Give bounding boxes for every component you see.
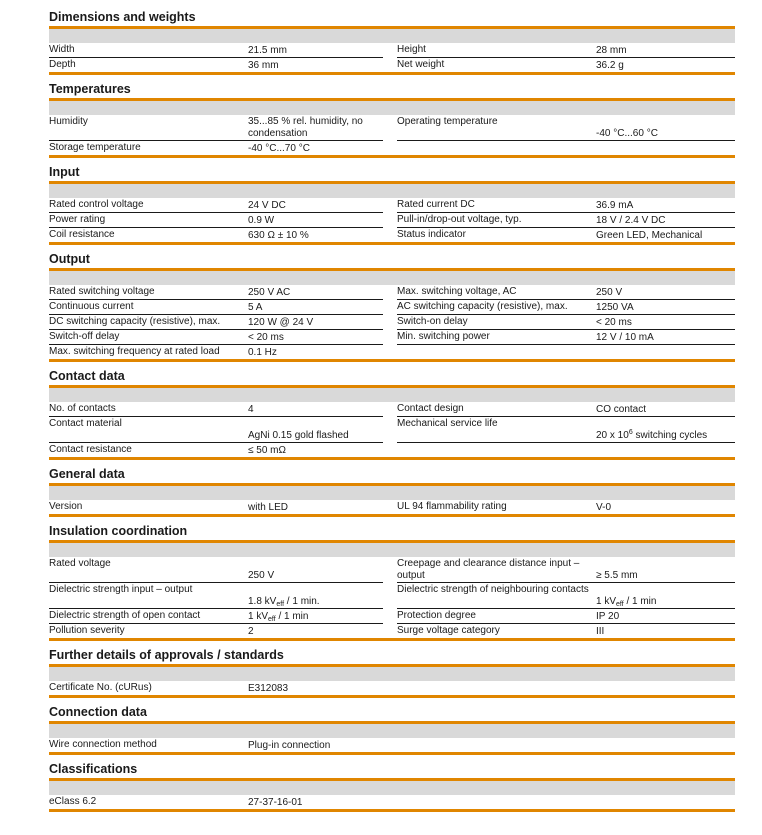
value-text: ≥ 5.5 mm: [596, 569, 638, 581]
spec-cell: [397, 198, 735, 213]
section-end-divider: [49, 359, 735, 362]
section-title: Temperatures: [49, 82, 131, 96]
value-text: 0.1 Hz: [248, 346, 277, 358]
value-text: E312083: [248, 682, 289, 694]
spec-row: [49, 500, 735, 514]
value-subscript: eff: [268, 615, 276, 623]
spec-value: [248, 429, 383, 443]
value-text: 24 V DC: [248, 199, 286, 211]
value-text: III: [596, 625, 605, 637]
value-text: -40 °C...70 °C: [248, 142, 310, 154]
spec-label: Operating temperature: [397, 116, 498, 127]
spec-row: [49, 141, 735, 155]
spec-cell: [49, 198, 383, 213]
spec-label: No. of contacts: [49, 403, 116, 414]
spec-cell: [397, 609, 735, 624]
value-text: V-0: [596, 501, 612, 513]
spec-value: [596, 127, 735, 141]
value-text: 20 x 10: [596, 429, 629, 441]
value-subscript: eff: [276, 600, 285, 608]
spec-section: [49, 704, 735, 755]
spec-cell: [397, 315, 735, 330]
spec-value: [248, 142, 383, 156]
spec-row: [49, 681, 735, 695]
section-header-band: [49, 271, 735, 285]
spec-label: Storage temperature: [49, 142, 141, 153]
spec-row: [49, 624, 735, 638]
section-end-divider: [49, 695, 735, 698]
section-header-band: [49, 101, 735, 115]
spec-label: Net weight: [397, 59, 445, 70]
spec-label: Certificate No. (cURus): [49, 682, 152, 693]
spec-value: [248, 501, 383, 515]
spec-value: [596, 569, 735, 583]
spec-section: [49, 761, 735, 812]
value-subscript: eff: [616, 600, 624, 608]
spec-value: [248, 739, 383, 753]
value-text: CO contact: [596, 403, 647, 415]
spec-value: [248, 682, 383, 696]
spec-value: [596, 316, 735, 330]
spec-cell: [397, 443, 735, 457]
spec-cell: [49, 285, 383, 300]
value-text: ≤ 50 mΩ: [248, 444, 286, 456]
spec-value: [248, 403, 383, 417]
spec-value: [248, 115, 383, 140]
spec-value: [596, 403, 735, 417]
spec-label: Power rating: [49, 214, 106, 225]
spec-cell: [49, 402, 383, 417]
spec-value: [248, 59, 383, 73]
spec-row: [49, 58, 735, 72]
spec-label: Height: [397, 44, 426, 55]
spec-cell: [397, 795, 735, 809]
spec-label: Switch-off delay: [49, 331, 120, 342]
spec-label: Contact resistance: [49, 444, 132, 455]
value-text: 1 kV: [596, 595, 617, 607]
section-end-divider: [49, 242, 735, 245]
spec-cell: [49, 557, 383, 583]
spec-label: Min. switching power: [397, 331, 490, 342]
spec-cell: [397, 402, 735, 417]
spec-cell: [397, 330, 735, 345]
spec-cell: [397, 58, 735, 72]
section-title: General data: [49, 467, 125, 481]
spec-cell: [397, 738, 735, 752]
spec-row: [49, 609, 735, 624]
value-text: 5 A: [248, 301, 263, 313]
spec-row: [49, 738, 735, 752]
spec-cell: [49, 43, 383, 58]
value-text: IP 20: [596, 610, 620, 622]
value-superscript: 6: [628, 428, 633, 436]
spec-row: [49, 43, 735, 58]
spec-value: [248, 595, 383, 609]
spec-cell: [49, 609, 383, 624]
spec-row: [49, 557, 735, 583]
spec-value: [596, 610, 735, 624]
spec-cell: [397, 213, 735, 228]
spec-label: Surge voltage category: [397, 625, 500, 636]
section-header-band: [49, 486, 735, 500]
spec-value: [248, 229, 383, 243]
value-text: 35...85 % rel. humidity, no condensation: [248, 116, 363, 139]
value-text: 120 W @ 24 V: [248, 316, 314, 328]
spec-cell: [49, 300, 383, 315]
spec-value: [596, 44, 735, 58]
section-header-band: [49, 29, 735, 43]
spec-label: Dielectric strength of neighbouring contacts: [397, 584, 589, 595]
value-suffix: / 1 min.: [284, 595, 320, 607]
value-text: 1.8 kV: [248, 595, 277, 607]
spec-label: AC switching capacity (resistive), max.: [397, 301, 568, 312]
spec-row: [49, 330, 735, 345]
value-text: 250 V AC: [248, 286, 291, 298]
section-end-divider: [49, 155, 735, 158]
spec-value: [248, 625, 383, 639]
spec-row: [49, 228, 735, 242]
spec-sheet: [49, 9, 735, 818]
value-text: AgNi 0.15 gold flashed: [248, 429, 349, 441]
spec-cell: [397, 345, 735, 359]
spec-value: [596, 229, 735, 243]
spec-cell: [49, 330, 383, 345]
spec-value: [248, 199, 383, 213]
section-header-band: [49, 184, 735, 198]
spec-label: Contact design: [397, 403, 464, 414]
value-text: 36.2 g: [596, 59, 624, 71]
value-text: 36 mm: [248, 59, 279, 71]
spec-cell: [397, 500, 735, 514]
spec-cell: [49, 115, 383, 141]
spec-value: [596, 286, 735, 300]
spec-cell: [49, 738, 383, 752]
spec-value: [248, 444, 383, 458]
value-text: 250 V: [596, 286, 623, 298]
spec-label: Pull-in/drop-out voltage, typ.: [397, 214, 522, 225]
spec-value: [596, 625, 735, 639]
section-end-divider: [49, 809, 735, 812]
spec-label: Wire connection method: [49, 739, 157, 750]
section-header-band: [49, 388, 735, 402]
value-text: 36.9 mA: [596, 199, 634, 211]
spec-value: [248, 610, 383, 624]
spec-cell: [397, 228, 735, 242]
spec-value: [248, 331, 383, 345]
spec-row: [49, 795, 735, 809]
spec-cell: [49, 583, 383, 609]
spec-value: [248, 346, 383, 360]
spec-label: Contact material: [49, 418, 122, 429]
section-end-divider: [49, 457, 735, 460]
spec-cell: [397, 141, 735, 155]
spec-value: [596, 214, 735, 228]
spec-cell: [49, 624, 383, 638]
spec-value: [596, 301, 735, 315]
spec-section: [49, 647, 735, 698]
value-text: 0.9 W: [248, 214, 275, 226]
spec-cell: [49, 500, 383, 514]
spec-cell: [49, 213, 383, 228]
spec-value: [596, 199, 735, 213]
section-header-band: [49, 667, 735, 681]
section-end-divider: [49, 72, 735, 75]
spec-cell: [397, 557, 735, 583]
spec-label: Rated current DC: [397, 199, 475, 210]
section-header-band: [49, 543, 735, 557]
spec-label: Version: [49, 501, 83, 512]
spec-cell: [49, 345, 383, 359]
value-text: 2: [248, 625, 254, 637]
spec-label: Creepage and clearance distance input – output: [397, 558, 580, 581]
spec-label: DC switching capacity (resistive), max.: [49, 316, 221, 327]
value-text: 1250 VA: [596, 301, 634, 313]
spec-cell: [397, 624, 735, 638]
spec-row: [49, 300, 735, 315]
section-header-band: [49, 724, 735, 738]
section-title: Further details of approvals / standards: [49, 648, 284, 662]
value-text: Green LED, Mechanical: [596, 229, 703, 241]
spec-label: Coil resistance: [49, 229, 115, 240]
spec-label: Pollution severity: [49, 625, 125, 636]
value-text: 250 V: [248, 569, 275, 581]
spec-value: [248, 301, 383, 315]
section-header-band: [49, 781, 735, 795]
value-text: with LED: [248, 501, 289, 513]
spec-label: Humidity: [49, 116, 88, 127]
value-text: 12 V / 10 mA: [596, 331, 654, 343]
spec-value: [596, 429, 735, 443]
value-text: Plug-in connection: [248, 739, 331, 751]
spec-label: Continuous current: [49, 301, 134, 312]
spec-label: Rated voltage: [49, 558, 111, 569]
spec-value: [248, 214, 383, 228]
spec-row: [49, 115, 735, 141]
spec-row: [49, 402, 735, 417]
spec-row: [49, 213, 735, 228]
spec-cell: [49, 681, 383, 695]
value-text: -40 °C...60 °C: [596, 127, 658, 139]
spec-row: [49, 417, 735, 443]
value-text: 4: [248, 403, 254, 415]
spec-label: Depth: [49, 59, 76, 70]
spec-label: eClass 6.2: [49, 796, 97, 807]
value-text: < 20 ms: [248, 331, 284, 343]
spec-cell: [397, 285, 735, 300]
value-text: 1 kV: [248, 610, 269, 622]
spec-label: Width: [49, 44, 75, 55]
section-title: Insulation coordination: [49, 524, 188, 538]
spec-cell: [397, 115, 735, 141]
spec-label: Rated switching voltage: [49, 286, 155, 297]
value-suffix: / 1 min: [275, 610, 309, 622]
spec-section: [49, 466, 735, 517]
spec-label: Protection degree: [397, 610, 476, 621]
spec-cell: [397, 43, 735, 58]
value-text: 630 Ω ± 10 %: [248, 229, 309, 241]
spec-value: [596, 59, 735, 73]
spec-section: [49, 9, 735, 75]
value-text: 27-37-16-01: [248, 796, 303, 808]
spec-cell: [397, 681, 735, 695]
spec-section: [49, 164, 735, 245]
value-text: < 20 ms: [596, 316, 632, 328]
spec-value: [248, 316, 383, 330]
section-end-divider: [49, 638, 735, 641]
spec-value: [248, 796, 383, 810]
spec-row: [49, 198, 735, 213]
spec-value: [596, 501, 735, 515]
spec-row: [49, 345, 735, 359]
section-title: Output: [49, 252, 90, 266]
section-title: Input: [49, 165, 80, 179]
spec-label: Switch-on delay: [397, 316, 468, 327]
spec-section: [49, 81, 735, 158]
spec-cell: [49, 417, 383, 443]
spec-cell: [49, 315, 383, 330]
value-text: 28 mm: [596, 44, 627, 56]
section-title: Classifications: [49, 762, 138, 776]
spec-cell: [49, 228, 383, 242]
spec-label: Dielectric strength of open contact: [49, 610, 201, 621]
section-title: Contact data: [49, 369, 125, 383]
spec-cell: [49, 141, 383, 155]
spec-label: Max. switching voltage, AC: [397, 286, 517, 297]
spec-row: [49, 443, 735, 457]
value-suffix: switching cycles: [632, 429, 708, 441]
value-suffix: / 1 min: [623, 595, 657, 607]
spec-cell: [397, 417, 735, 443]
spec-value: [248, 569, 383, 583]
spec-cell: [397, 300, 735, 315]
spec-value: [248, 286, 383, 300]
spec-section: [49, 251, 735, 362]
spec-value: [248, 44, 383, 58]
spec-label: Rated control voltage: [49, 199, 144, 210]
spec-section: [49, 368, 735, 460]
spec-label: Dielectric strength input – output: [49, 584, 193, 595]
spec-cell: [49, 443, 383, 457]
spec-label: Status indicator: [397, 229, 466, 240]
spec-value: [596, 595, 735, 609]
spec-value: [596, 331, 735, 345]
spec-row: [49, 315, 735, 330]
spec-label: Max. switching frequency at rated load: [49, 346, 220, 357]
spec-row: [49, 583, 735, 609]
spec-label: UL 94 flammability rating: [397, 501, 507, 512]
spec-row: [49, 285, 735, 300]
spec-cell: [397, 583, 735, 609]
value-text: 21.5 mm: [248, 44, 287, 56]
section-end-divider: [49, 514, 735, 517]
value-text: 18 V / 2.4 V DC: [596, 214, 666, 226]
spec-cell: [49, 58, 383, 72]
spec-cell: [49, 795, 383, 809]
section-end-divider: [49, 752, 735, 755]
section-title: Connection data: [49, 705, 147, 719]
section-title: Dimensions and weights: [49, 10, 196, 24]
spec-label: Mechanical service life: [397, 418, 498, 429]
spec-section: [49, 523, 735, 641]
